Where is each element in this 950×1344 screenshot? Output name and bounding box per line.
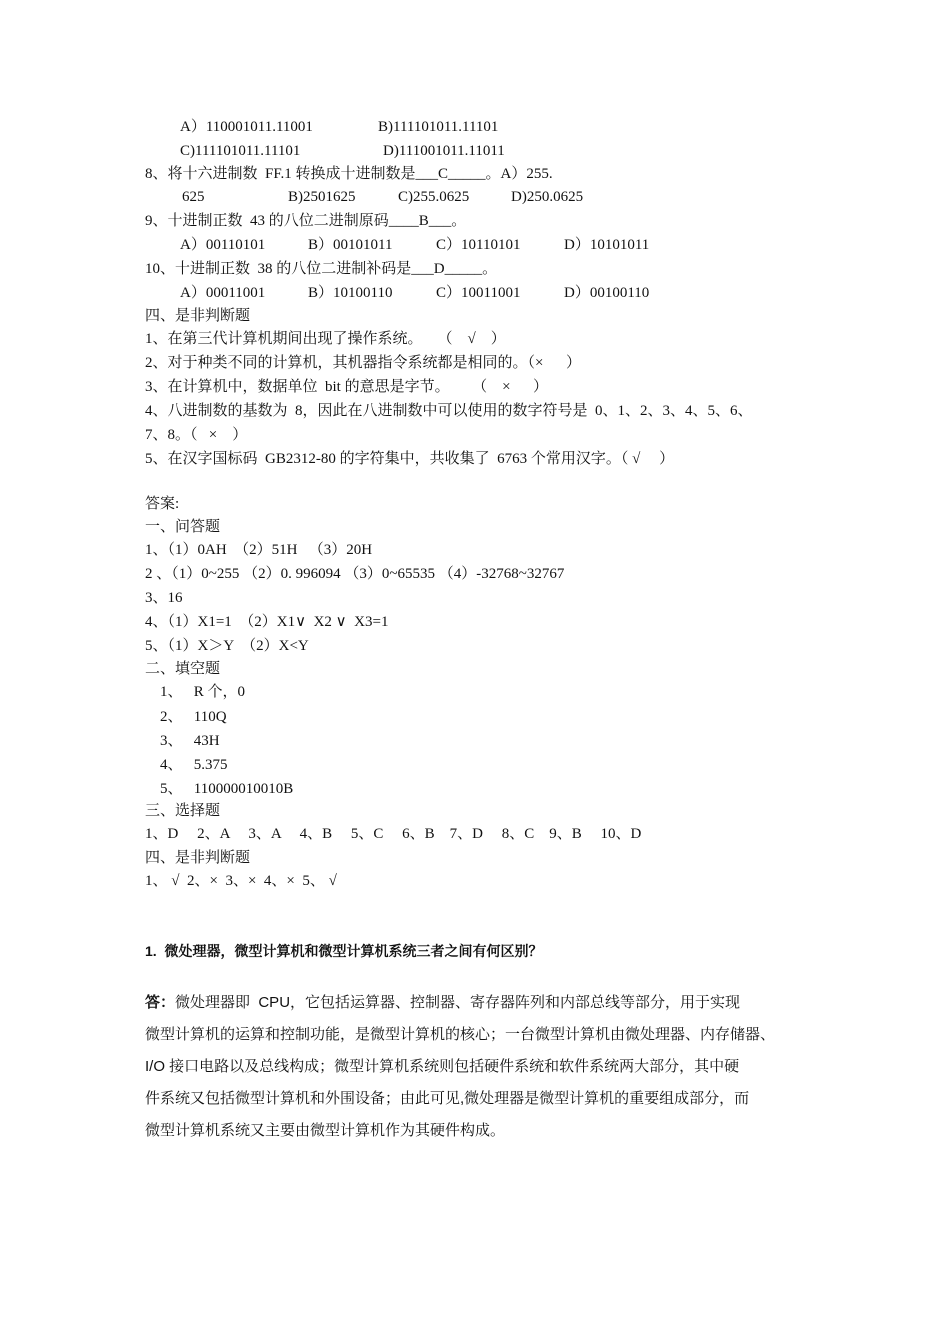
qa-answer-line — [145, 993, 740, 1013]
qa-answer-text: 微处理器即 CPU，它包括运算器、控制器、寄存器阵列和内部总线等部分，用于实现 — [175, 994, 741, 1011]
q9-text-after: 。 — [451, 213, 467, 229]
answers-sec1-item: 4、（1）X1=1 （2）X1∨ X2 ∨ X3=1 — [145, 614, 389, 630]
answers-sec1-item: 1、（1）0AH （2）51H （3）20H — [145, 542, 373, 558]
q10-option-a: A）00011001 — [180, 285, 266, 301]
q10-text-after: 。 — [482, 261, 498, 277]
answers-sec3-items: 1、D 2、A 3、A 4、B 5、C 6、B 7、D 8、C 9、B 10、D — [145, 826, 642, 842]
q7-option-b: B)111101011.11101 — [378, 119, 499, 135]
answers-sec2-item: 4、 5.375 — [160, 757, 228, 773]
q8-stem-cont: 625 — [182, 189, 205, 205]
answers-sec1-item: 5、（1）X＞Y （2）X<Y — [145, 638, 309, 654]
q7-option-d: D)111001011.11011 — [383, 143, 505, 159]
q9-option-d: D）10101011 — [564, 237, 650, 253]
answers-sec1-item: 3、16 — [145, 590, 183, 606]
qa-answer-line: 微型计算机的运算和控制功能，是微型计算机的核心；一台微型计算机由微处理器、内存储器、 — [145, 1026, 776, 1043]
q8-option-c: C)255.0625 — [398, 189, 470, 205]
q10-text-before: 10、十进制正数 38 的八位二进制补码是 — [145, 261, 412, 277]
answers-sec1-title: 一、问答题 — [145, 519, 221, 535]
judge-item: 7、8。（ × ） — [145, 427, 248, 443]
q8-option-d: D)250.0625 — [511, 189, 584, 205]
judge-item: 5、在汉字国标码 GB2312-80 的字符集中，共收集了 6763 个常用汉字。（ √ ） — [145, 451, 675, 467]
judge-item: 1、在第三代计算机期间出现了操作系统。 （ √ ） — [145, 331, 506, 347]
answers-sec2-item: 3、 43H — [160, 733, 220, 749]
qa-answer-label: 答： — [145, 994, 176, 1011]
judge-item: 2、对于种类不同的计算机，其机器指令系统都是相同的。（× ） — [145, 355, 581, 371]
q8-answer: ___C_____ — [415, 166, 486, 182]
qa-answer-line: 件系统又包括微型计算机和外围设备；由此可见,微处理器是微型计算机的重要组成部分，而 — [145, 1090, 750, 1107]
answers-sec1-item: 2 、（1）0~255 （2）0. 996094 （3）0~65535 （4）-32768~32767 — [145, 566, 565, 582]
q9-stem — [145, 211, 466, 231]
qa-question: 1. 微处理器，微型计算机和微型计算机系统三者之间有何区别？ — [145, 943, 543, 959]
answers-sec2-item: 5、 110000010010B — [160, 781, 294, 797]
answers-sec4-title: 四、是非判断题 — [145, 850, 251, 866]
q10-option-c: C）10011001 — [436, 285, 521, 301]
q9-text-before: 9、十进制正数 43 的八位二进制原码 — [145, 213, 389, 229]
answers-sec2-item: 1、 R 个，0 — [160, 684, 246, 700]
judge-item: 3、在计算机中，数据单位 bit 的意思是字节。 （ × ） — [145, 379, 549, 395]
q8-text-before: 8、将十六进制数 FF.1 转换成十进制数是 — [145, 166, 416, 182]
answers-sec4-items: 1、 √ 2、× 3、× 4、× 5、 √ — [145, 873, 337, 889]
q9-option-b: B）00101011 — [308, 237, 393, 253]
q9-option-c: C）10110101 — [436, 237, 521, 253]
q8-stem — [145, 164, 553, 184]
qa-answer-line: 微型计算机系统又主要由微型计算机作为其硬件构成。 — [145, 1122, 506, 1139]
judge-heading: 四、是非判断题 — [145, 308, 251, 324]
q9-answer: ____B___ — [388, 213, 452, 229]
q7-option-a: A）110001011.11001 — [180, 119, 313, 135]
qa-answer-line: I/O 接口电路以及总线构成；微型计算机系统则包括硬件系统和软件系统两大部分，其中硬 — [145, 1058, 740, 1075]
q8-text-after: 。A）255. — [485, 166, 553, 182]
q9-option-a: A）00110101 — [180, 237, 266, 253]
q10-option-d: D）00100110 — [564, 285, 650, 301]
q8-option-b: B)2501625 — [288, 189, 356, 205]
answers-sec3-title: 三、选择题 — [145, 803, 221, 819]
judge-item: 4、八进制数的基数为 8，因此在八进制数中可以使用的数字符号是 0、1、2、3、4、5、6、 — [145, 403, 753, 419]
answers-sec2-title: 二、填空题 — [145, 661, 221, 677]
answers-heading: 答案: — [145, 496, 180, 512]
q7-option-c: C)111101011.11101 — [180, 143, 301, 159]
answers-sec2-item: 2、 110Q — [160, 709, 227, 725]
q10-answer: ___D_____ — [411, 261, 483, 277]
q10-stem — [145, 259, 497, 279]
q10-option-b: B）10100110 — [308, 285, 393, 301]
